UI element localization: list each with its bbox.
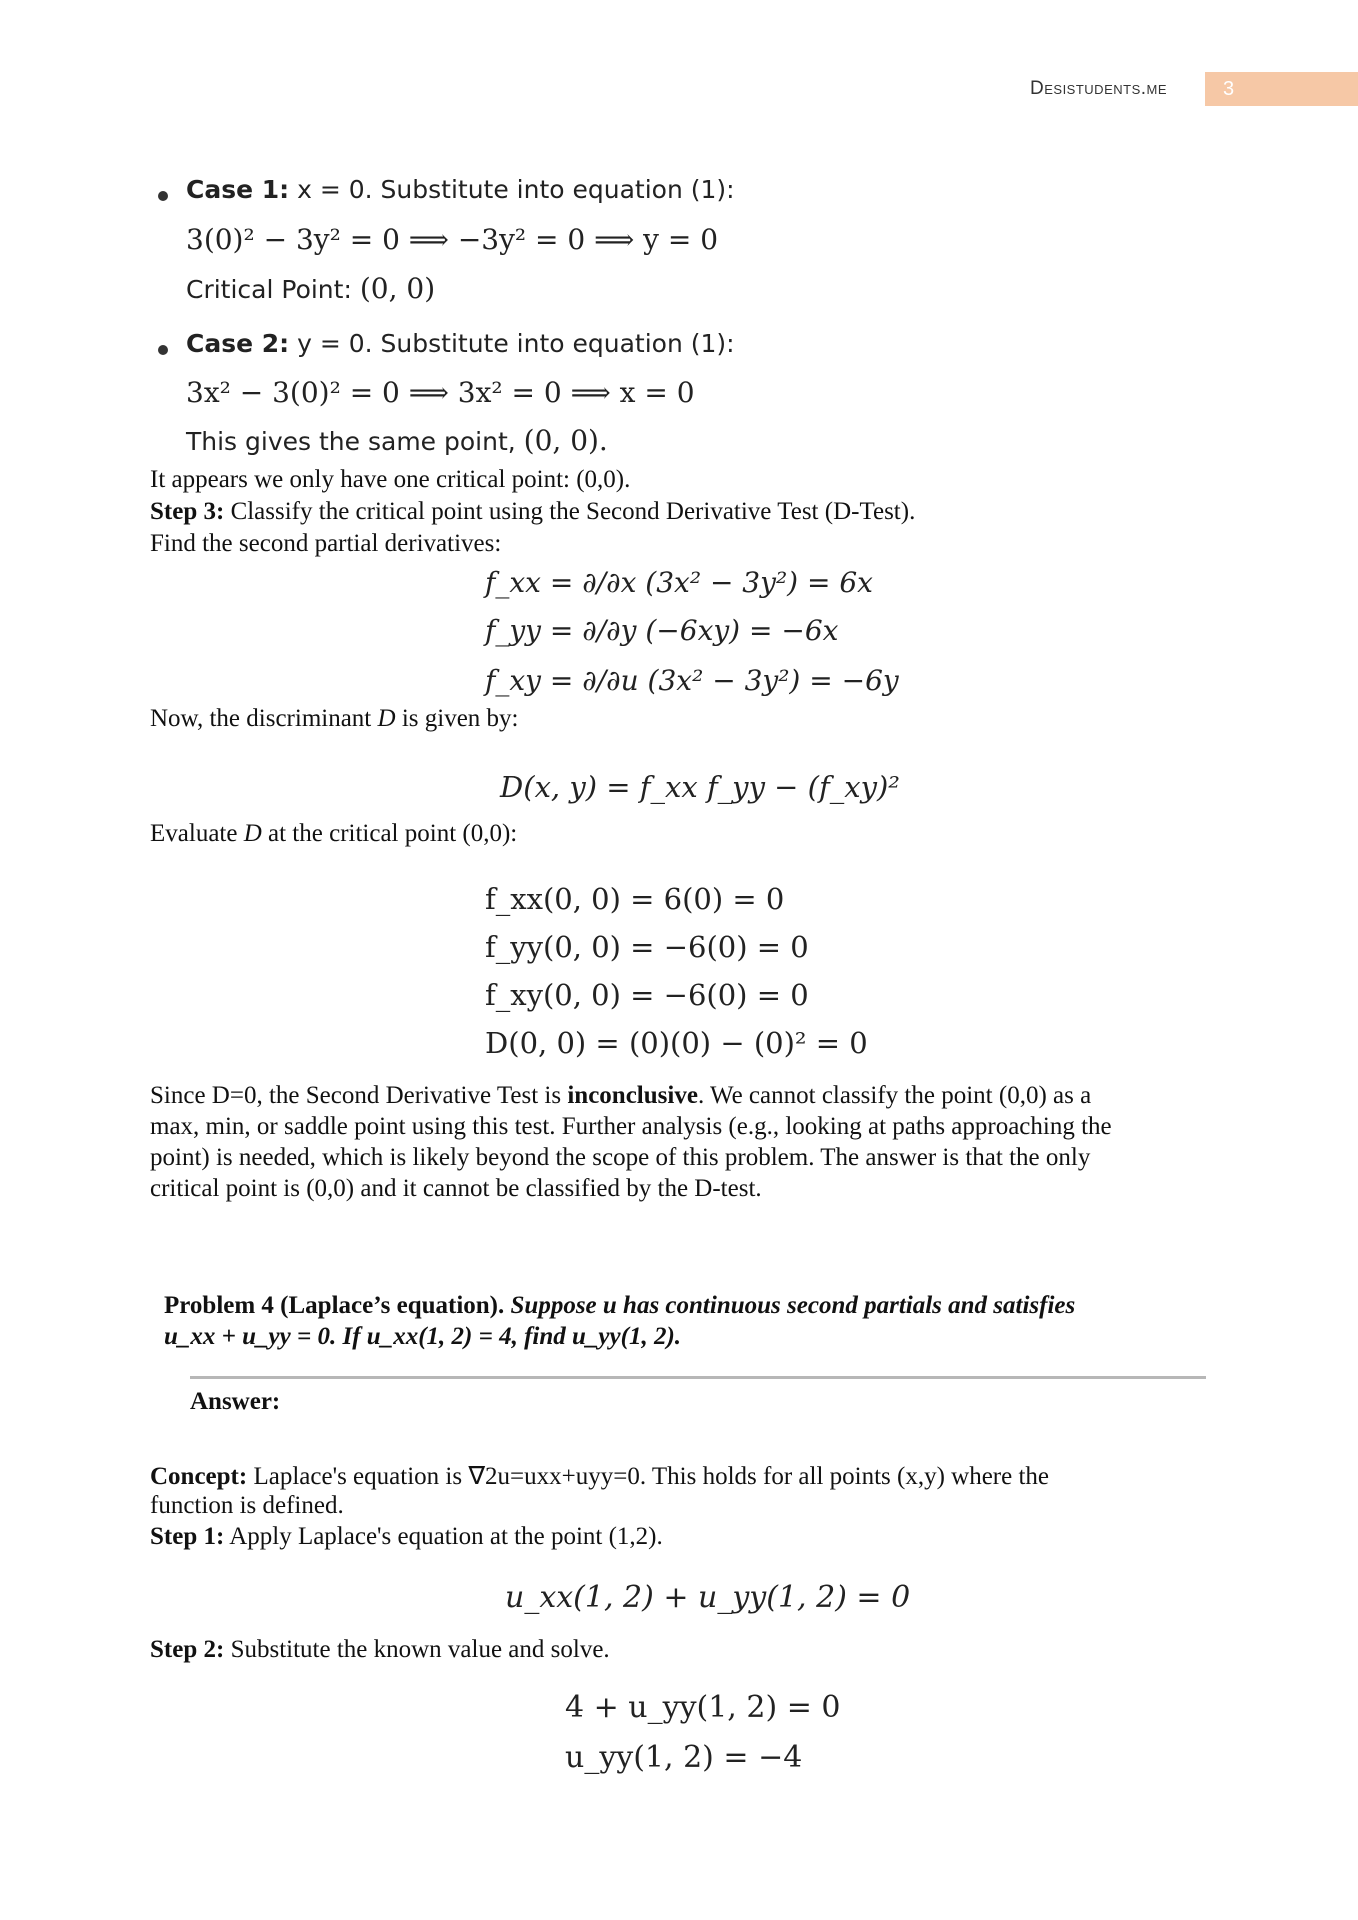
problem4-line1 [164, 1292, 1075, 1320]
case1-intro: x = 0. Substitute into equation (1): [297, 175, 735, 204]
step1-line [150, 1523, 663, 1551]
step1-text: Apply Laplace's equation at the point (1,2). [229, 1523, 663, 1550]
fxx-equation: f_xx = ∂/∂x (3x² − 3y²) = 6x [485, 566, 873, 599]
bullet-icon [158, 345, 168, 355]
discriminant-equation: D(x, y) = f_xx f_yy − (f_xy)² [500, 770, 900, 804]
step2-label: Step 2: [150, 1636, 225, 1663]
eval-fxy: f_xy(0, 0) = −6(0) = 0 [485, 978, 809, 1012]
step2-equation2: u_yy(1, 2) = −4 [565, 1740, 803, 1775]
evaluate-pre: Evaluate [150, 820, 238, 847]
discriminant-intro [150, 705, 519, 733]
concept-line2: function is defined. [150, 1492, 344, 1519]
eval-fxx: f_xx(0, 0) = 6(0) = 0 [485, 882, 785, 916]
step2-text: Substitute the known value and solve. [230, 1636, 610, 1663]
case1-equation: 3(0)² − 3y² = 0 ⟹ −3y² = 0 ⟹ y = 0 [186, 223, 719, 256]
discriminant-intro-pre: Now, the discriminant [150, 705, 372, 732]
problem4-statement2: u_xx + u_yy = 0. If u_xx(1, 2) = 4, find u_yy(1, 2). [164, 1323, 682, 1350]
fxy-equation: f_xy = ∂/∂u (3x² − 3y²) = −6y [485, 664, 899, 697]
answer-label: Answer: [190, 1388, 281, 1415]
find-second-derivs: Find the second partial derivatives: [150, 530, 502, 557]
conclusion-line3: point) is needed, which is likely beyond the scope of this problem. The answer is that the only [150, 1144, 1091, 1171]
conclusion-bold: inconclusive [567, 1082, 698, 1109]
discriminant-intro-var: D [377, 705, 396, 732]
step3-text: Classify the critical point using the Second Derivative Test (D-Test). [230, 498, 916, 525]
case2-result-value: (0, 0). [523, 424, 608, 457]
case1-result-value: (0, 0) [359, 272, 436, 305]
step1-equation: u_xx(1, 2) + u_yy(1, 2) = 0 [505, 1580, 911, 1615]
conclusion-line1 [150, 1082, 1091, 1110]
problem4-title: Problem 4 (Laplace’s equation). [164, 1292, 505, 1319]
case2-label: Case 2: [186, 329, 290, 358]
concept-line [150, 1461, 1049, 1491]
conclusion-line4: critical point is (0,0) and it cannot be classified by the D-test. [150, 1175, 762, 1202]
case1-result-label: Critical Point: [186, 275, 352, 304]
case2-result-label: This gives the same point, [186, 427, 516, 456]
problem4-statement1: Suppose u has continuous second partials and satisfies [510, 1292, 1076, 1319]
step2-equation1: 4 + u_yy(1, 2) = 0 [565, 1690, 841, 1725]
case2-result [186, 424, 608, 457]
case1-heading [186, 175, 735, 204]
concept-label: Concept: [150, 1463, 248, 1490]
conclusion-line1-post: . We cannot classify the point (0,0) as a [697, 1082, 1092, 1109]
case2-intro: y = 0. Substitute into equation (1): [297, 329, 735, 358]
case1-result [186, 272, 435, 305]
case2-equation: 3x² − 3(0)² = 0 ⟹ 3x² = 0 ⟹ x = 0 [186, 376, 695, 409]
conclusion-line2: max, min, or saddle point using this test. Further analysis (e.g., looking at paths approaching the [150, 1113, 1112, 1140]
site-name: Desistudents.me [1030, 78, 1168, 99]
evaluate-post: at the critical point (0,0): [268, 820, 518, 847]
step3-line [150, 498, 915, 526]
step2-line [150, 1636, 610, 1664]
step3-label: Step 3: [150, 498, 225, 525]
step1-label: Step 1: [150, 1523, 225, 1550]
page-number: 3 [1205, 72, 1358, 106]
discriminant-intro-post: is given by: [401, 705, 519, 732]
evaluate-intro [150, 820, 517, 848]
bullet-icon [158, 191, 168, 201]
case1-label: Case 1: [186, 175, 290, 204]
fyy-equation: f_yy = ∂/∂y (−6xy) = −6x [485, 614, 839, 647]
case2-heading [186, 329, 735, 358]
conclusion-line1-pre: Since D=0, the Second Derivative Test is [150, 1082, 562, 1109]
critical-point-summary: It appears we only have one critical point: (0,0). [150, 466, 631, 493]
eval-fyy: f_yy(0, 0) = −6(0) = 0 [485, 930, 809, 964]
eval-d: D(0, 0) = (0)(0) − (0)² = 0 [485, 1026, 868, 1060]
concept-text: Laplace's equation is ∇2u=uxx+uyy=0. This holds for all points (x,y) where the [253, 1463, 1050, 1490]
evaluate-var: D [243, 820, 262, 847]
divider [190, 1376, 1206, 1379]
